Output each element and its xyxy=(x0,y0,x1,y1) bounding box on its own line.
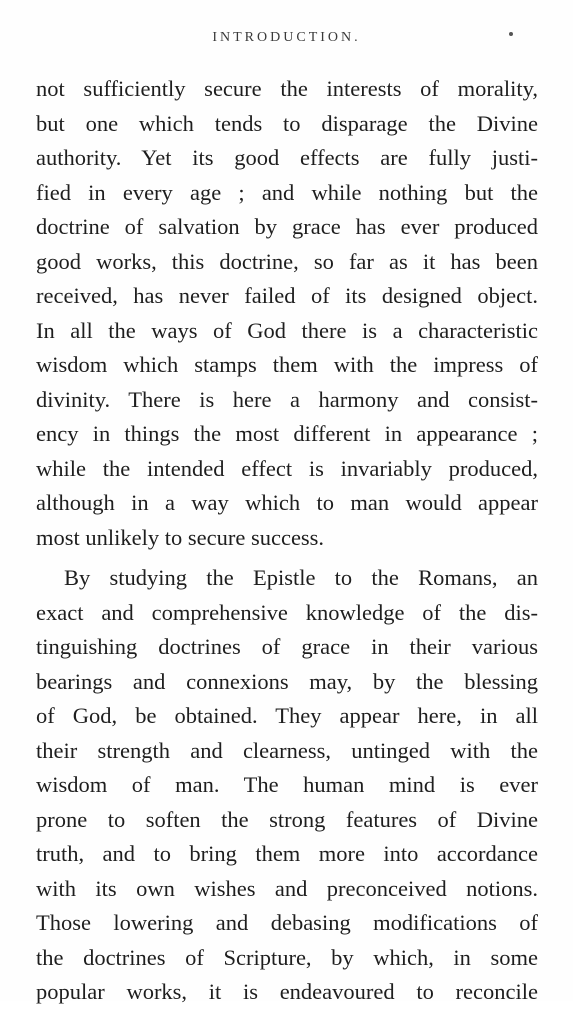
text-line: divinity. There is here a harmony and consist- xyxy=(36,386,538,412)
text-line: not sufficiently secure the interests of morality, xyxy=(36,76,538,101)
text-line: doctrine of salvation by grace has ever produced xyxy=(36,214,538,239)
paragraph-2 xyxy=(36,561,538,1010)
text-line: most unlikely to secure success. xyxy=(36,524,325,550)
body-text xyxy=(36,72,538,1010)
text-line: prone to soften the strong features of Divine xyxy=(36,806,538,832)
text-line: good works, this doctrine, so far as it has been xyxy=(36,248,538,274)
text-line: their strength and clearness, untinged with the xyxy=(36,737,538,763)
text-line: tinguishing doctrines of grace in their various xyxy=(36,634,538,659)
running-head: INTRODUCTION. xyxy=(212,30,361,45)
text-line: truth, and to bring them more into accordance xyxy=(36,841,538,866)
text-line: exact and comprehensive knowledge of the dis- xyxy=(36,599,538,625)
text-line: authority. Yet its good effects are fully justi- xyxy=(36,145,538,170)
text-line: the doctrines of Scripture, by which, in some xyxy=(36,944,538,970)
text-line: while the intended effect is invariably produced, xyxy=(36,455,538,481)
text-line: wisdom which stamps them with the impress of xyxy=(36,352,538,377)
text-line: popular works, it is endeavoured to reconcile xyxy=(36,979,538,1004)
printers-mark xyxy=(509,32,513,36)
text-line: In all the ways of God there is a characteristic xyxy=(36,317,538,343)
text-line: Those lowering and debasing modifications of xyxy=(36,910,538,935)
text-line: wisdom of man. The human mind is ever xyxy=(36,772,538,797)
text-line: although in a way which to man would appear xyxy=(36,490,538,515)
text-line: of God, be obtained. They appear here, in all xyxy=(36,703,538,728)
text-line: received, has never failed of its designed object. xyxy=(36,283,538,308)
paragraph-1 xyxy=(36,72,538,555)
text-line: By studying the Epistle to the Romans, an xyxy=(64,565,538,590)
text-line: but one which tends to disparage the Divine xyxy=(36,110,538,136)
text-line: bearings and connexions may, by the blessing xyxy=(36,668,538,694)
text-line: with its own wishes and preconceived notions. xyxy=(36,875,538,901)
text-line: ency in things the most different in appearance ; xyxy=(36,421,538,446)
text-line: fied in every age ; and while nothing but the xyxy=(36,179,538,205)
